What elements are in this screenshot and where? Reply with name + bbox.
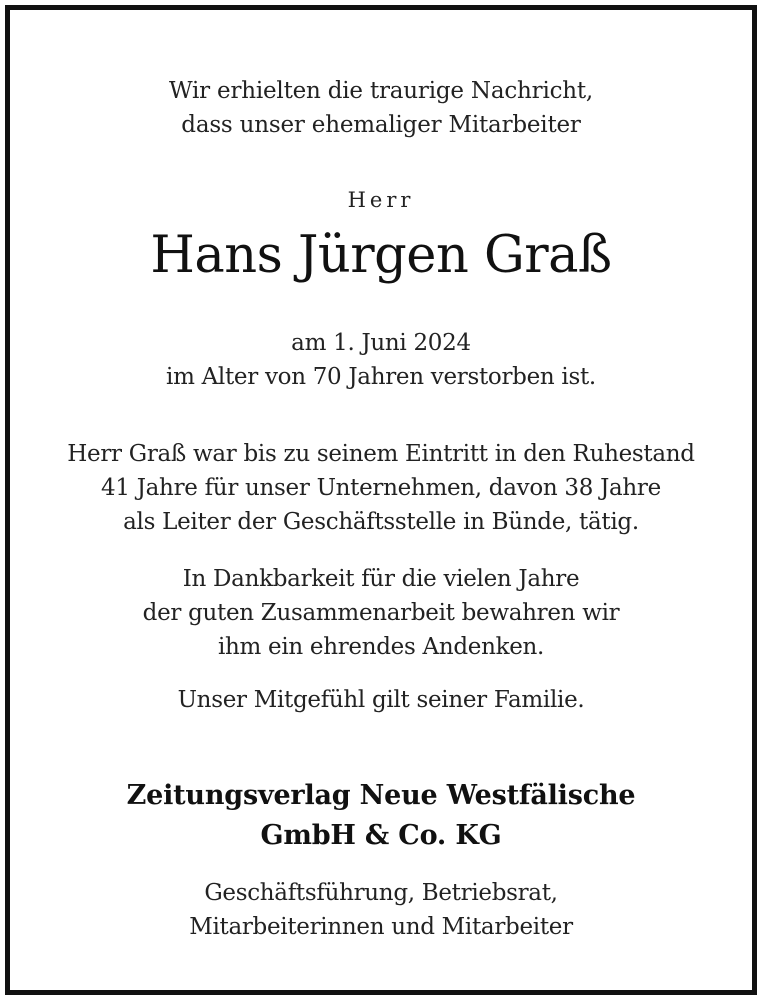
signers-line-1: Geschäftsführung, Betriebsrat,: [204, 880, 558, 906]
career-line-1: Herr Graß war bis zu seinem Eintritt in den Ruhestand: [67, 441, 695, 467]
deceased-name: Hans Jürgen Graß: [150, 226, 612, 285]
company-name-line-2: GmbH & Co. KG: [260, 820, 502, 851]
gratitude-line-1: In Dankbarkeit für die vielen Jahre: [182, 566, 580, 592]
company-name-line-1: Zeitungsverlag Neue Westfälische: [126, 780, 636, 811]
obituary-notice: [5, 5, 757, 995]
career-line-3: als Leiter der Geschäftsstelle in Bünde, tätig.: [123, 509, 639, 535]
intro-line-2: dass unser ehemaliger Mitarbeiter: [181, 112, 581, 138]
death-date: am 1. Juni 2024: [291, 330, 471, 356]
salutation: Herr: [347, 188, 415, 212]
signers-line-2: Mitarbeiterinnen und Mitarbeiter: [189, 914, 573, 940]
intro-line-1: Wir erhielten die traurige Nachricht,: [168, 78, 594, 104]
career-line-2: 41 Jahre für unser Unternehmen, davon 38 Jahre: [101, 475, 661, 501]
gratitude-line-2: der guten Zusammenarbeit bewahren wir: [142, 600, 620, 626]
sympathy-line: Unser Mitgefühl gilt seiner Familie.: [177, 687, 585, 713]
gratitude-line-3: ihm ein ehrendes Andenken.: [217, 634, 545, 660]
age-at-death: im Alter von 70 Jahren verstorben ist.: [166, 364, 596, 390]
